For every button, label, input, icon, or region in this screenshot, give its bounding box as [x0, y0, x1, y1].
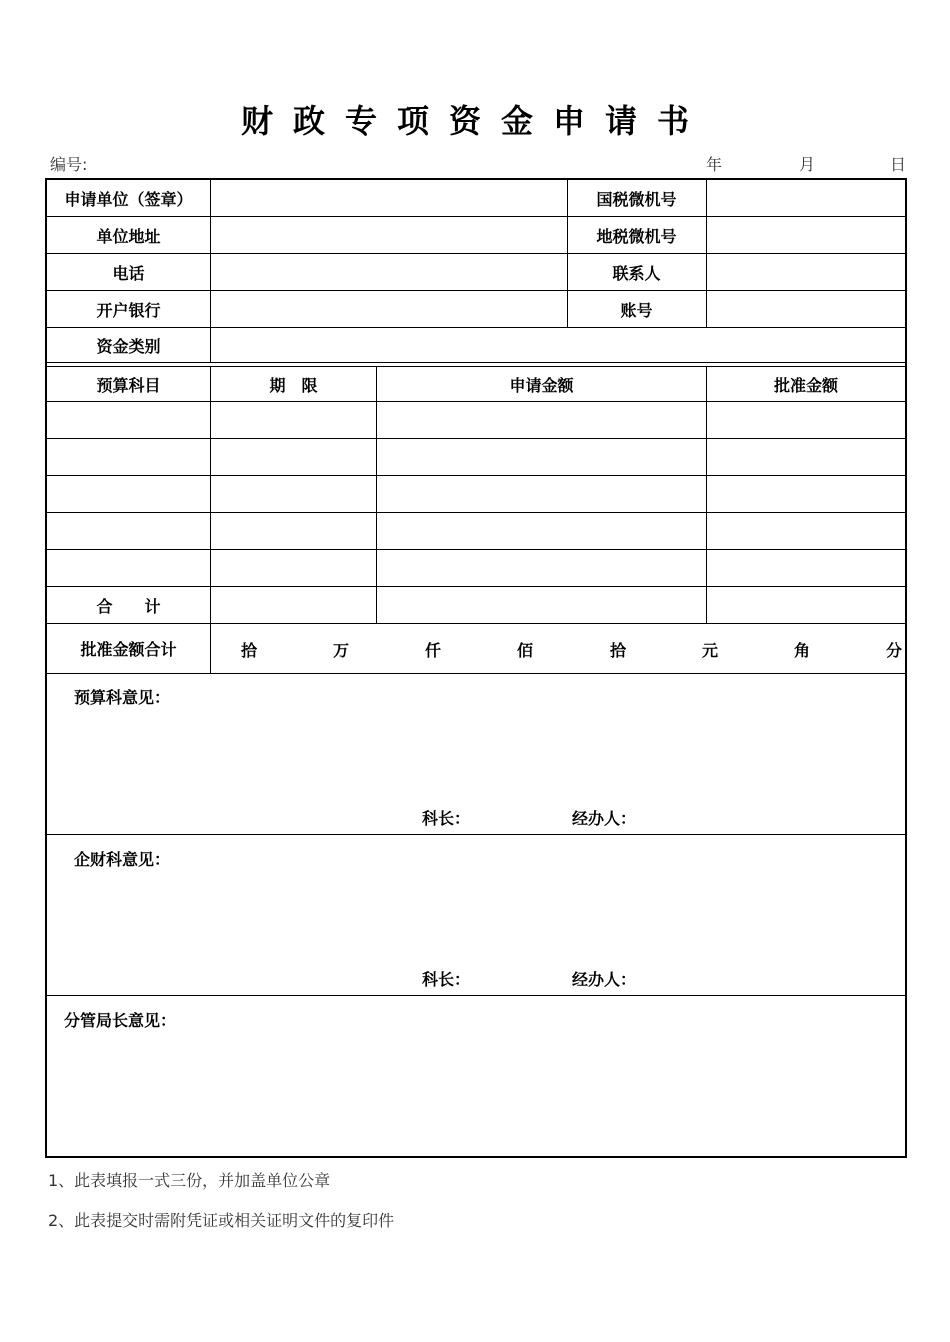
budget-subject-header: 预算科目	[96, 375, 161, 395]
requested-amount-header: 申请金额	[509, 375, 574, 395]
enterprise-finance-chief-label: 科长：	[422, 970, 471, 989]
budget-dept-handler-label: 经办人：	[572, 809, 637, 828]
total-label: 合 计	[96, 596, 161, 616]
local-tax-id-label: 地税微机号	[596, 226, 677, 246]
applicant-label: 申请单位（签章）	[64, 189, 193, 209]
account-input[interactable]	[707, 291, 905, 327]
year-label: 年	[706, 155, 723, 174]
page-title: 财政专项资金申请书	[240, 102, 709, 140]
unit-shi: 拾	[610, 640, 627, 660]
national-tax-id-input[interactable]	[707, 180, 905, 216]
unit-shi-wan: 拾	[241, 640, 258, 660]
fund-category-input[interactable]	[211, 328, 905, 362]
unit-bai: 佰	[517, 640, 534, 660]
phone-input[interactable]	[211, 254, 567, 290]
day-label: 日	[890, 155, 907, 174]
budget-dept-chief-label: 科长：	[422, 809, 471, 828]
enterprise-finance-handler-label: 经办人：	[572, 970, 637, 989]
bank-label: 开户银行	[96, 300, 161, 320]
account-label: 账号	[620, 300, 653, 320]
contact-input[interactable]	[707, 254, 905, 290]
application-form	[45, 178, 907, 1158]
approved-amount-header: 批准金额	[773, 375, 838, 395]
applicant-input[interactable]	[211, 180, 567, 216]
approved-total-label: 批准金额合计	[80, 640, 177, 659]
contact-label: 联系人	[612, 263, 661, 283]
unit-wan: 万	[333, 640, 350, 660]
deputy-director-opinion-label: 分管局长意见：	[64, 1011, 177, 1030]
budget-dept-opinion-label: 预算科意见：	[74, 688, 171, 707]
unit-jiao: 角	[794, 640, 811, 660]
serial-number-label: 编号:	[50, 155, 88, 174]
unit-qian: 仟	[425, 640, 442, 660]
enterprise-finance-opinion-label: 企财科意见：	[74, 850, 171, 869]
note-1: 1、此表填报一式三份，并加盖单位公章	[48, 1171, 331, 1190]
unit-fen: 分	[886, 640, 903, 660]
note-2: 2、此表提交时需附凭证或相关证明文件的复印件	[48, 1211, 395, 1230]
unit-yuan: 元	[702, 640, 719, 660]
fund-category-label: 资金类别	[96, 336, 161, 356]
local-tax-id-input[interactable]	[707, 217, 905, 253]
address-label: 单位地址	[96, 226, 161, 246]
period-header: 期 限	[269, 375, 318, 395]
national-tax-id-label: 国税微机号	[596, 189, 677, 209]
phone-label: 电话	[112, 263, 145, 283]
bank-input[interactable]	[211, 291, 567, 327]
address-input[interactable]	[211, 217, 567, 253]
month-label: 月	[799, 155, 816, 174]
